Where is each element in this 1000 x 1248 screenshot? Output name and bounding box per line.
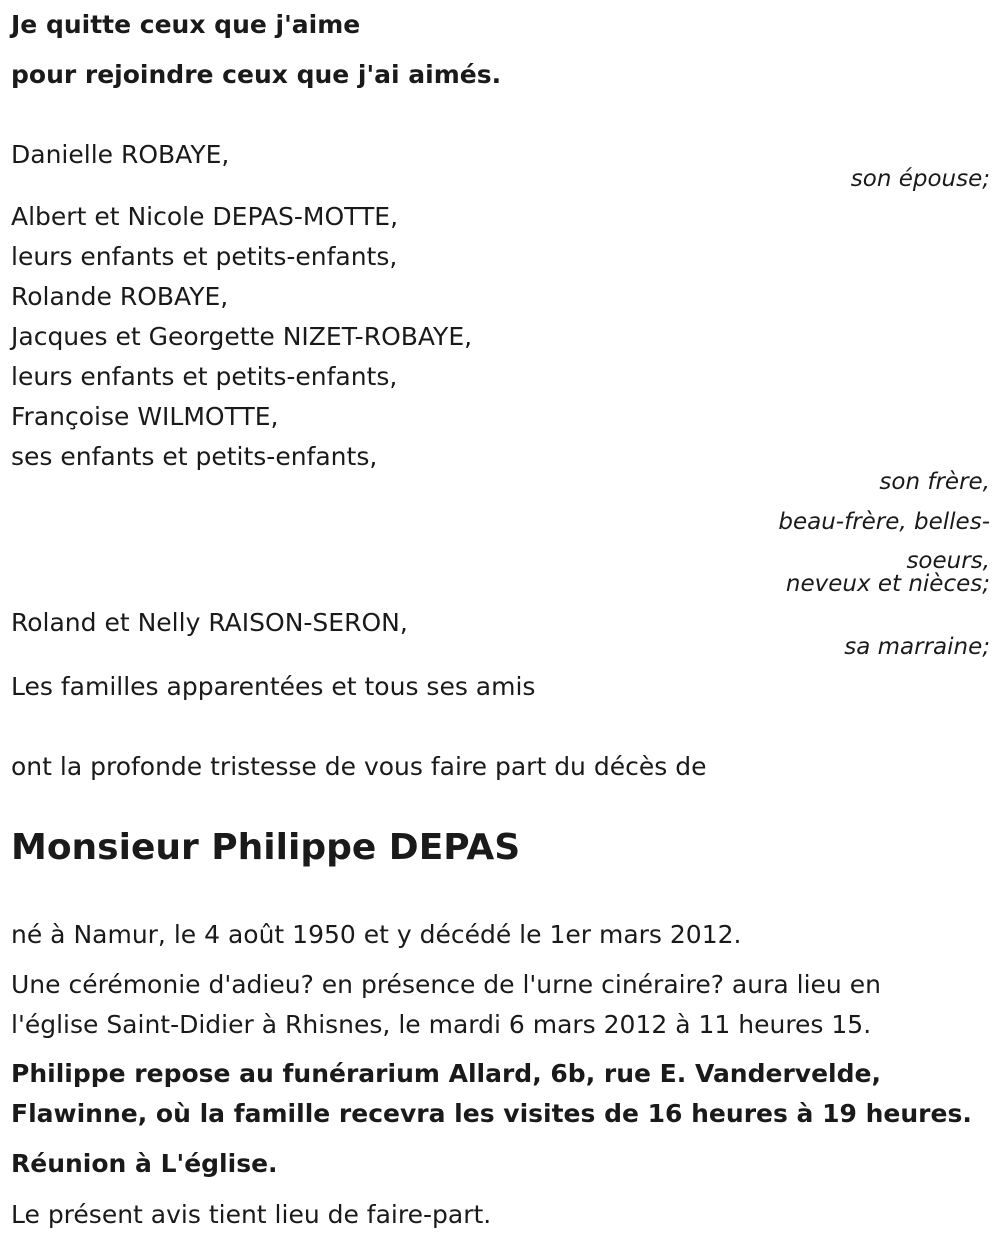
visitation-line-1: Philippe repose au funérarium Allard, 6b, rue E. Vandervelde, <box>11 1059 881 1088</box>
siblings-relation-line-2: beau-frère, belles- <box>778 509 990 535</box>
siblings-relation-line-3: soeurs, <box>906 548 990 574</box>
sibling-line: Albert et Nicole DEPAS-MOTTE, <box>11 202 399 231</box>
sibling-line: leurs enfants et petits-enfants, <box>11 362 398 391</box>
ceremony-line-2: l'église Saint-Didier à Rhisnes, le mardi 6 mars 2012 à 11 heures 15. <box>11 1010 872 1039</box>
sibling-line: ses enfants et petits-enfants, <box>11 442 378 471</box>
godparent-relation: sa marraine; <box>844 634 990 660</box>
visitation-line-2: Flawinne, où la famille recevra les visites de 16 heures à 19 heures. <box>11 1099 972 1128</box>
families-line: Les familles apparentées et tous ses amis <box>11 672 536 701</box>
godparent-name: Roland et Nelly RAISON-SERON, <box>11 608 408 637</box>
siblings-relation-line-4: neveux et nièces; <box>785 571 990 597</box>
sibling-line: Jacques et Georgette NIZET-ROBAYE, <box>11 322 473 351</box>
epigraph-line-1: Je quitte ceux que j'aime <box>11 10 361 39</box>
spouse-name: Danielle ROBAYE, <box>11 140 230 169</box>
sibling-line: leurs enfants et petits-enfants, <box>11 242 398 271</box>
sibling-line: Rolande ROBAYE, <box>11 282 229 311</box>
deceased-name: Monsieur Philippe DEPAS <box>11 827 521 868</box>
reunion-line: Réunion à L'église. <box>11 1149 278 1178</box>
sibling-line: Françoise WILMOTTE, <box>11 402 279 431</box>
birth-death-line: né à Namur, le 4 août 1950 et y décédé le 1er mars 2012. <box>11 920 742 949</box>
announcement-line: ont la profonde tristesse de vous faire part du décès de <box>11 752 707 781</box>
epigraph-line-2: pour rejoindre ceux que j'ai aimés. <box>11 60 502 89</box>
ceremony-line-1: Une cérémonie d'adieu? en présence de l'urne cinéraire? aura lieu en <box>11 970 881 999</box>
closing-line: Le présent avis tient lieu de faire-part. <box>11 1200 492 1229</box>
spouse-relation: son épouse; <box>850 166 990 192</box>
siblings-relation-line-1: son frère, <box>879 469 990 495</box>
